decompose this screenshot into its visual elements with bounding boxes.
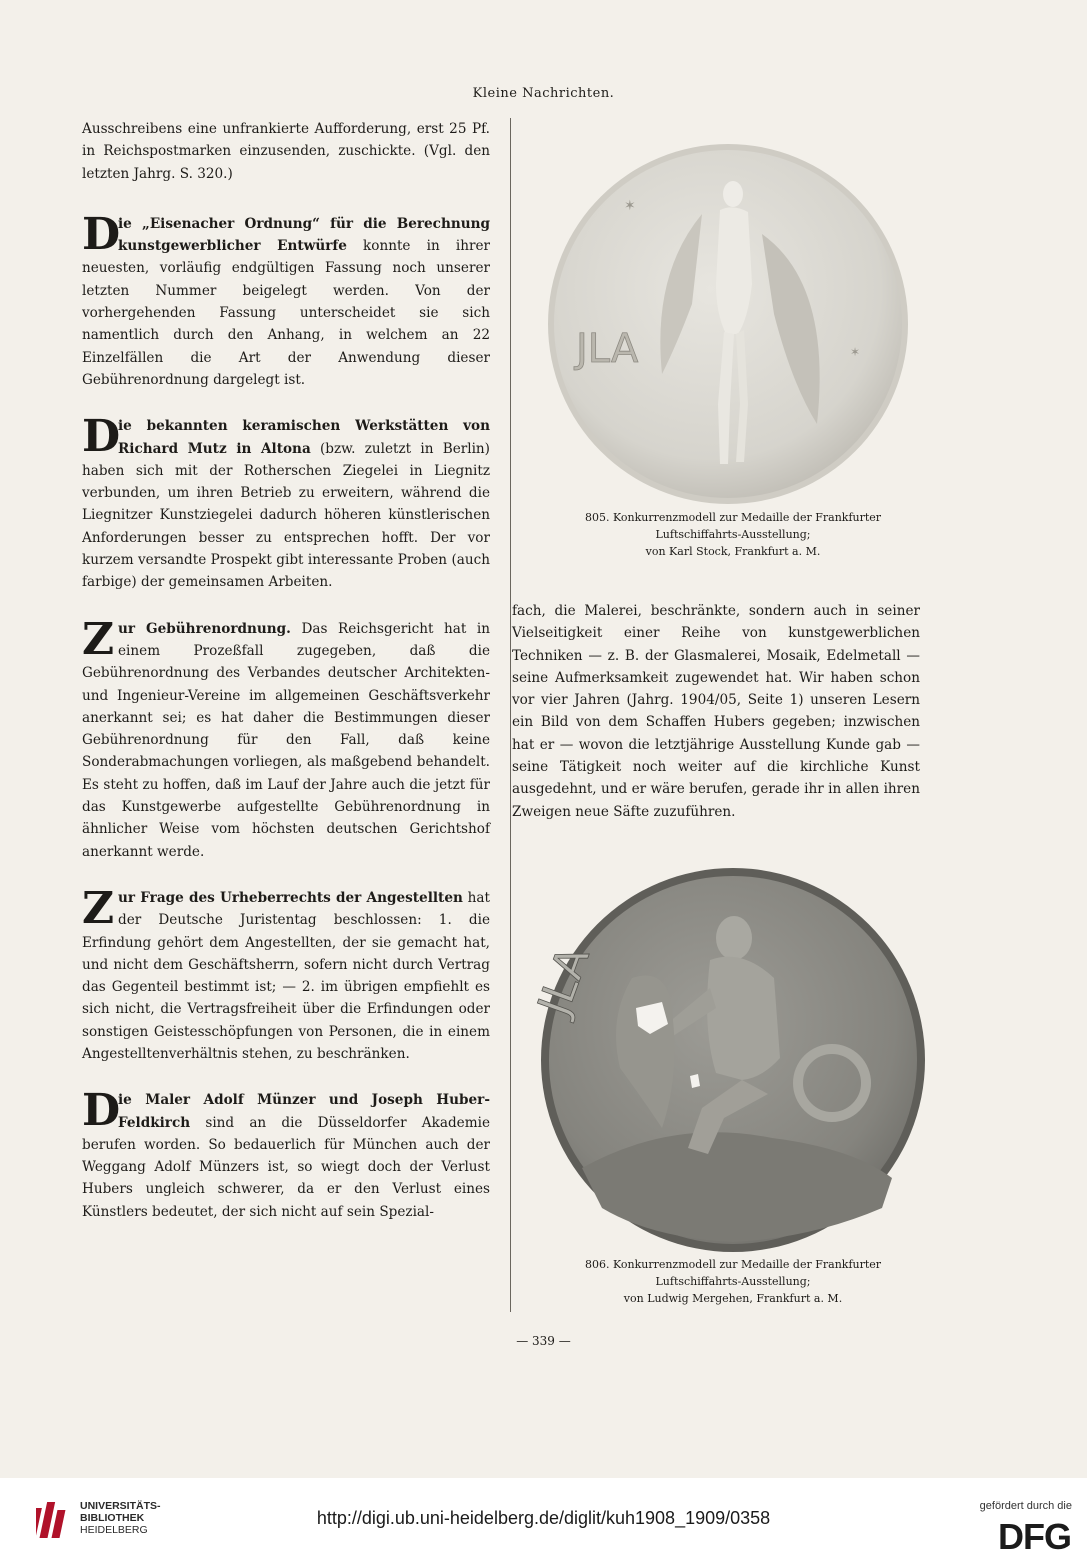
item-body: hat der Deutsche Juristentag beschlossen: 1. die Erfindung gehört dem Angestellten, der sie gemacht hat, und nicht dem Geschäftsherrn, sofern nicht durch Vertrag das Gegenteil bestimmt ist; — 2. im übrigen empfiehlt es sich nicht, die Vertragsfreiheit über die Erfindungen oder sonstigen Geistesschöpfungen von Personen, die in einem Angestelltenverhältnis stehen, zu beschränken. xyxy=(82,889,490,1062)
dropcap: Z xyxy=(82,613,115,665)
man-head xyxy=(716,916,752,960)
news-item-eisenacher-ordnung xyxy=(82,208,490,391)
digitization-footer xyxy=(0,1478,1087,1567)
caption-line: 805. Konkurrenzmodell zur Medaille der Frankfurter xyxy=(584,511,882,524)
right-column xyxy=(512,600,920,823)
medal-image-805 xyxy=(512,144,952,504)
dfg-logo: DFG xyxy=(998,1516,1071,1557)
star-1: ✶ xyxy=(624,198,636,214)
item-lead: ur Frage des Urheberrechts der Angestellten xyxy=(118,889,463,906)
figure-806 xyxy=(512,868,952,1307)
page-number: — 339 — xyxy=(516,1334,571,1348)
left-column xyxy=(82,118,490,1247)
caption-line: Luftschiffahrts-Ausstellung; xyxy=(655,1275,811,1288)
caption-line: 806. Konkurrenzmodell zur Medaille der Frankfurter xyxy=(584,1258,882,1271)
item-lead: ie Maler Adolf Münzer und Joseph Huber-Feldkirch xyxy=(118,1092,490,1131)
medal-inscription: JLA xyxy=(528,939,600,1022)
figure-805 xyxy=(512,144,952,560)
item-lead: ie „Eisenacher Ordnung“ für die Berechnung kunstgewerblicher Entwürfe xyxy=(118,215,490,255)
news-item-gebuehrenordnung xyxy=(82,613,490,863)
item-lead: ie bekannten keramischen Werkstätten von Richard Mutz in Altona xyxy=(118,418,490,457)
dropcap: D xyxy=(82,208,121,260)
running-head: Kleine Nachrichten. xyxy=(472,86,615,101)
institution-name: UNIVERSITÄTS- BIBLIOTHEK HEIDELBERG xyxy=(80,1500,161,1536)
item-body: sind an die Düsseldorfer Akademie berufen worden. So bedauerlich für München auch der Weggang Adolf Münzers ist, so wiegt doch der Verlust Hubers ungleich schwerer, da er den Verlust eines Künstlers bedeutet, der sich nicht auf sein Spezial- xyxy=(82,1114,490,1220)
news-item-maler-berufung xyxy=(82,1085,490,1223)
star-2: ✶ xyxy=(850,345,861,359)
dropcap: D xyxy=(82,1085,121,1137)
dropcap: D xyxy=(82,411,121,463)
caption-line: von Ludwig Mergehen, Frankfurt a. M. xyxy=(623,1292,843,1305)
item-lead: ur Gebührenordnung. xyxy=(118,620,291,637)
item-body: konnte in ihrer neuesten, vorläufig endgültigen Fassung noch unserer letzten Nummer beigelegt werden. Von der vorhergehenden Fassung unterscheidet sie sich namentlich durch den Anhang, in welchem an 22 Einzelfällen die Art der Anwendung dieser Gebührenordnung dargelegt ist. xyxy=(82,238,490,388)
funding-label: gefördert durch die xyxy=(979,1500,1072,1512)
medal-806-illustration xyxy=(512,868,952,1252)
news-item-keramische-werkstaetten xyxy=(82,411,490,593)
figure-806-caption xyxy=(528,1256,938,1307)
medal-805-illustration xyxy=(512,144,952,504)
item-body: Das Reichsgericht hat in einem Prozeßfall zugegeben, daß die Gebührenordnung des Verbandes deutscher Architekten- und Ingenieur-Vereine im allgemeinen Geschäftsverkehr anerkannt sei; es hat daher die Bestimmungen dieser Gebührenordnung für den Fall, daß keine Sonderabmachungen vorliegen, als maßgebend behandelt. Es steht zu hoffen, daß im Lauf der Jahre auch die jetzt für das Kunstgewerbe aufgestellte Gebührenordnung in ähnlicher Weise vom höchsten deutschen Gerichtshof anerkannt werde. xyxy=(82,620,490,860)
caption-line: von Karl Stock, Frankfurt a. M. xyxy=(645,545,821,558)
column-divider xyxy=(510,118,511,1312)
medal-inscription: JLA xyxy=(576,326,639,372)
continuation-paragraph: fach, die Malerei, beschränkte, sondern auch in seiner Vielseitigkeit einer Reihe von kunstgewerblichen Techniken — z. B. der Glasmalerei, Mosaik, Edelmetall — seine Aufmerksamkeit zugewendet hat. Wir haben schon vor vier Jahren (Jahrg. 1904/05, Seite 1) unseren Lesern ein Bild von dem Schaffen Hubers gegeben; inzwischen hat er — wovon die letztjährige Ausstellung Kunde gab — seine Tätigkeit noch weiter auf die kirchliche Kunst ausgedehnt, und er wäre berufen, gerade ihr in allen ihren Zweigen neue Säfte zuzuführen. xyxy=(512,603,920,820)
figure-805-caption xyxy=(528,509,938,560)
caption-line: Luftschiffahrts-Ausstellung; xyxy=(655,528,811,541)
figure-head xyxy=(723,181,743,207)
medal-image-806 xyxy=(512,868,952,1252)
man-torso xyxy=(707,957,780,1080)
dropcap: Z xyxy=(82,882,115,934)
intro-paragraph: Ausschreibens eine unfrankierte Aufforderung, erst 25 Pf. in Reichspostmarken einzusenden, zuschickte. (Vgl. den letzten Jahrg. S. 320.) xyxy=(82,121,490,182)
permalink-url[interactable]: http://digi.ub.uni-heidelberg.de/diglit/kuh1908_1909/0358 xyxy=(316,1508,771,1528)
item-body: (bzw. zuletzt in Berlin) haben sich mit der Rotherschen Ziegelei in Liegnitz verbunden, um ihren Betrieb zu erweitern, während die Liegnitzer Kunstziegelei dadurch höheren künstlerischen Anforderungen besser zu entsprechen hofft. Der vor kurzem versandte Prospekt gibt interessante Proben (auch farbige) der gemeinsamen Arbeiten. xyxy=(82,440,490,591)
news-item-urheberrecht xyxy=(82,882,490,1065)
